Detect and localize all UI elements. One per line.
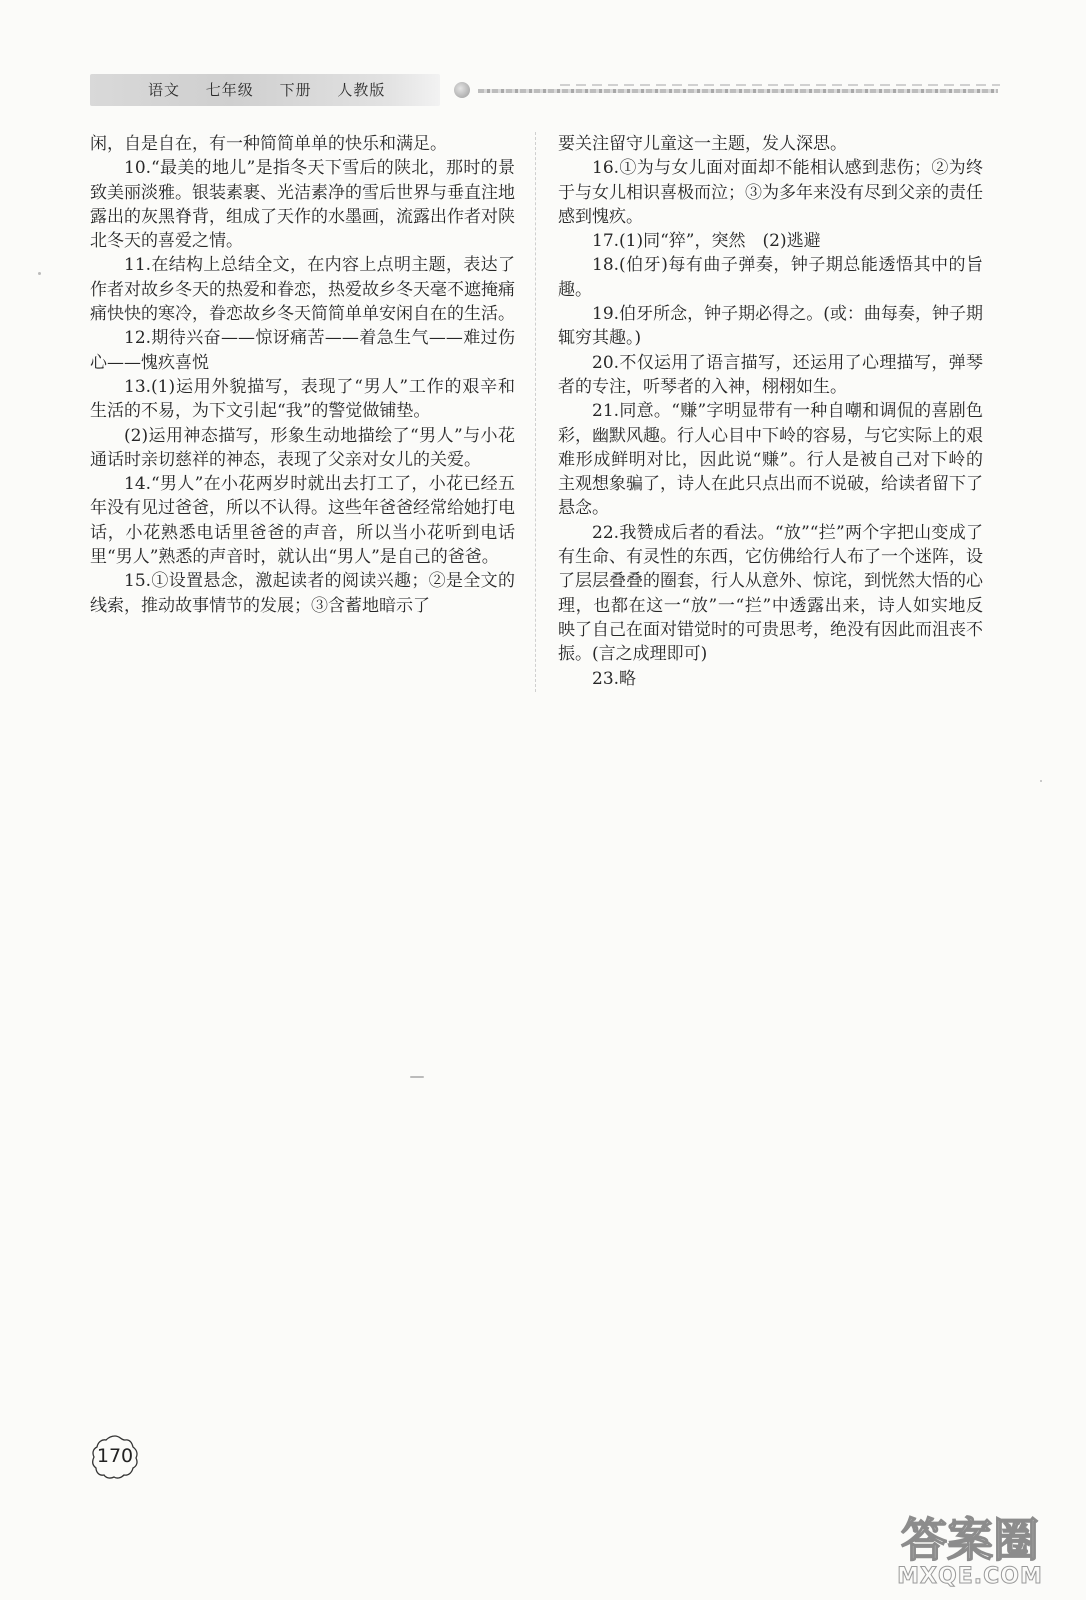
header-edition: 人教版 xyxy=(337,81,386,99)
answer-paragraph: (2)运用神态描写，形象生动地描绘了“男人”与小花通话时亲切慈祥的神态，表现了父亲对女儿的关爱。 xyxy=(90,425,515,470)
answer-paragraph: 14.“男人”在小花两岁时就出去打工了，小花已经五年没有见过爸爸，所以不认得。这些年爸爸经常给她打电话，小花熟悉电话里爸爸的声音，所以当小花听到电话里“男人”熟悉的声音时，就认出“男人”是自己的爸爸。 xyxy=(90,474,515,568)
header-rule xyxy=(478,89,998,93)
answer-paragraph: 20.不仅运用了语言描写，还运用了心理描写，弹琴者的专注，听琴者的入神，栩栩如生。 xyxy=(558,352,983,397)
scan-speck xyxy=(38,272,41,275)
answer-column-right xyxy=(558,132,983,691)
watermark-site: MXQE.COM xyxy=(897,1564,1043,1589)
answer-paragraph: 11.在结构上总结全文，在内容上点明主题，表达了作者对故乡冬天的热爱和眷恋，热爱故乡冬天毫不遮掩痛痛快快的寒冷，眷恋故乡冬天简简单单安闲自在的生活。 xyxy=(90,255,515,325)
answer-paragraph: 要关注留守儿童这一主题，发人深思。 xyxy=(558,134,847,154)
answer-paragraph: 16.①为与女儿面对面却不能相认感到悲伤；②为终于与女儿相识喜极而泣；③为多年来没有尽到父亲的责任感到愧疚。 xyxy=(558,158,983,227)
answer-column-left xyxy=(90,132,515,618)
answer-paragraph: 19.伯牙所念，钟子期必得之。(或：曲每奏，钟子期辄穷其趣。) xyxy=(558,304,983,349)
answer-paragraph: 15.①设置悬念，激起读者的阅读兴趣；②是全文的线索，推动故事情节的发展；③含蓄地暗示了 xyxy=(90,571,515,616)
scan-speck xyxy=(1040,780,1042,782)
answer-paragraph: 21.同意。“赚”字明显带有一种自嘲和调侃的喜剧色彩，幽默风趣。行人心目中下岭的容易，与它实际上的艰难形成鲜明对比，因此说“赚”。行人是被自己对下岭的主观想象骗了，诗人在此只点出而不说破，给读者留下了悬念。 xyxy=(558,401,983,519)
page-number: 170 xyxy=(96,1445,134,1467)
answer-paragraph: 23.略 xyxy=(592,668,637,689)
watermark-glyphs: 答案圈 xyxy=(901,1513,1039,1567)
header-dot-ornament xyxy=(454,82,470,98)
answer-paragraph: 10.“最美的地儿”是指冬天下雪后的陕北，那时的景致美丽淡雅。银装素裹、光洁素净的雪后世界与垂直注地露出的灰黑脊背，组成了天作的水墨画，流露出作者对陕北冬天的喜爱之情。 xyxy=(90,158,515,252)
book-header xyxy=(148,76,405,104)
answer-paragraph: 13.(1)运用外貌描写，表现了“男人”工作的艰辛和生活的不易，为下文引起“我”的警觉做铺垫。 xyxy=(90,376,515,422)
answer-paragraph: 17.(1)同“猝”，突然 (2)逃避 xyxy=(592,231,821,252)
answer-paragraph: 22.我赞成后者的看法。“放”“拦”两个字把山变成了有生命、有灵性的东西，它仿佛给行人布了一个迷阵，设了层层叠叠的圈套，行人从意外、惊诧，到恍然大悟的心理，也都在这一“放”一“拦”中透露出来，诗人如实地反映了自己在面对错觉时的可贵思考，绝没有因此而沮丧不振。(言之成理即可) xyxy=(558,522,983,665)
answer-paragraph: 18.(伯牙)每有曲子弹奏，钟子期总能透悟其中的旨趣。 xyxy=(558,255,983,300)
header-rule-top xyxy=(560,84,1000,86)
header-subject: 语文 xyxy=(148,81,181,99)
header-volume: 下册 xyxy=(279,81,312,99)
header-grade: 七年级 xyxy=(205,81,254,99)
answer-paragraph: 闲，自是自在，有一种简简单单的快乐和满足。 xyxy=(90,134,447,154)
column-divider xyxy=(535,132,536,692)
answer-paragraph: 12.期待兴奋——惊讶痛苦——着急生气——难过伤心——愧疚喜悦 xyxy=(90,328,515,373)
scan-speck xyxy=(410,1076,424,1078)
